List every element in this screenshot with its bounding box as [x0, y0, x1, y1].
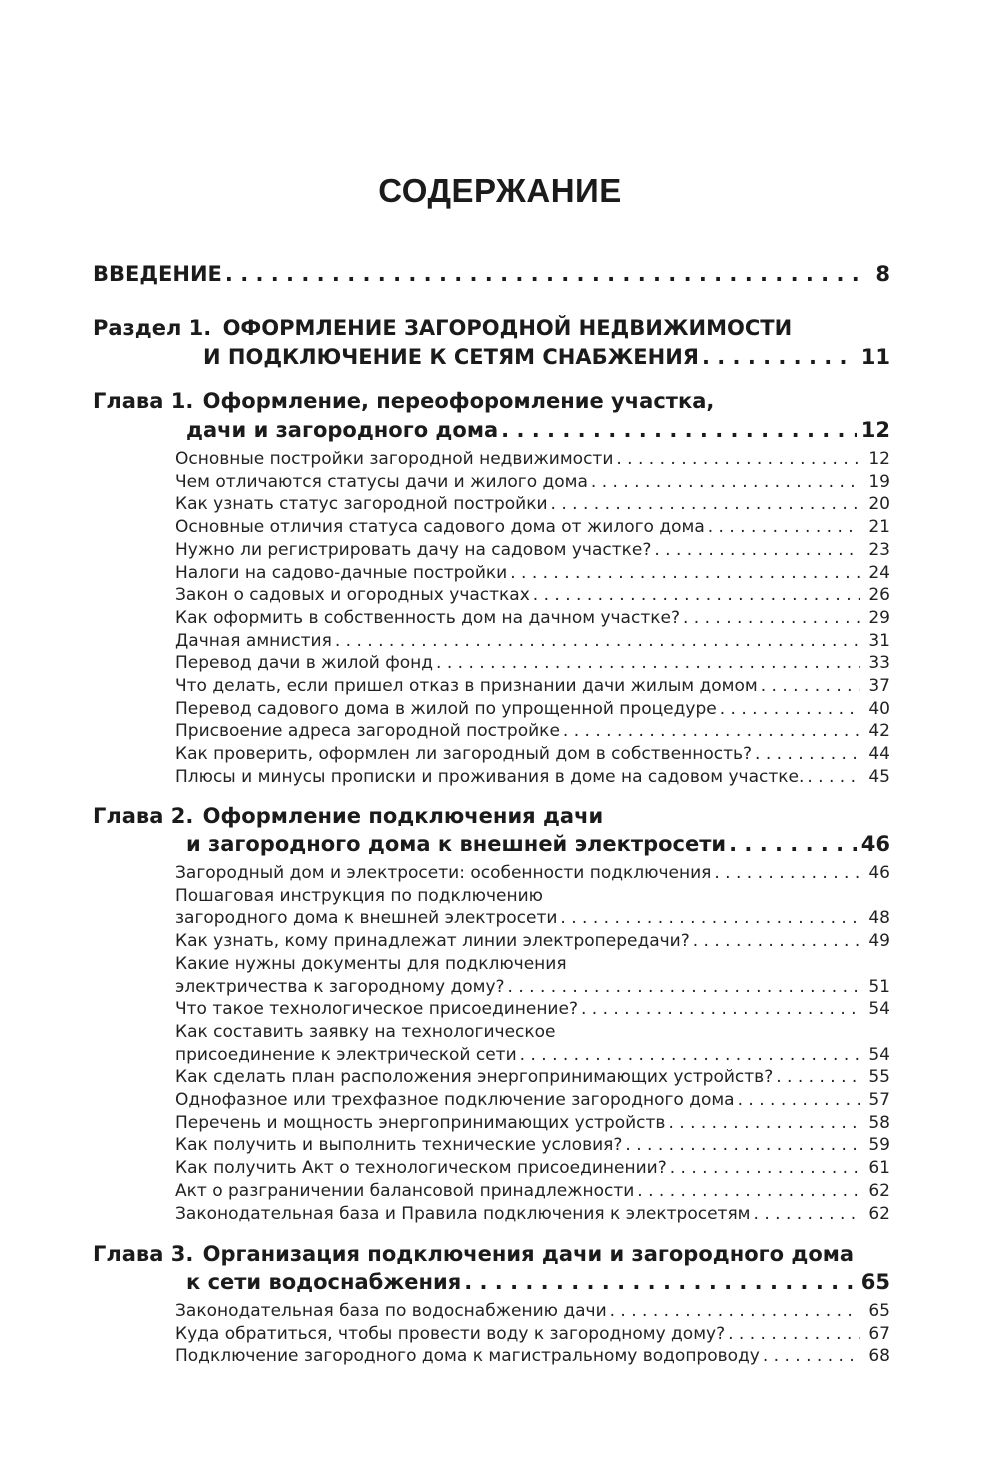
toc-item-title: Законодательная база по водоснабжению дачи [175, 1301, 607, 1321]
toc-item-title: Как проверить, оформлен ли загородный дом в собственность? [175, 744, 753, 765]
toc-item[interactable] [175, 1067, 890, 1087]
chapter-title-line2: и загородного дома к внешней электросети [186, 832, 727, 856]
toc-item-page: 48 [868, 908, 890, 929]
toc-item[interactable] [175, 744, 890, 764]
dot-leader [335, 631, 860, 651]
dot-leader [625, 1135, 860, 1155]
dot-leader [693, 931, 860, 951]
toc-item-page: 46 [868, 863, 890, 883]
toc-item[interactable] [175, 721, 890, 741]
toc-item[interactable] [175, 1324, 890, 1344]
toc-item-title: Как получить Акт о технологическом присоединении? [175, 1158, 667, 1179]
toc-item-title: Как узнать, кому принадлежат линии электропередачи? [175, 931, 690, 952]
toc-item-title: Чем отличаются статусы дачи и жилого дома [175, 471, 588, 492]
toc-item[interactable] [175, 608, 890, 628]
toc-item[interactable] [175, 1045, 890, 1065]
toc-item-page: 49 [868, 931, 890, 952]
dot-leader [807, 767, 860, 787]
dot-leader [754, 1204, 860, 1224]
toc-item-page: 20 [868, 494, 890, 515]
dot-leader [720, 699, 860, 719]
toc-item-title: Перевод дачи в жилой фонд [175, 653, 434, 674]
toc-item[interactable] [175, 999, 890, 1019]
toc-item-title: электричества к загородному дому? [175, 976, 505, 997]
chapter-heading [93, 389, 714, 413]
chapter-title-line1: Оформление, переофоромление участка, [202, 389, 715, 413]
toc-item-page: 12 [868, 449, 890, 469]
dot-leader [616, 449, 860, 469]
toc-entry-page: 8 [875, 262, 890, 286]
toc-item-page: 58 [868, 1112, 890, 1133]
toc-item-title: Что делать, если пришел отказ в признании дачи жилым домом [175, 676, 758, 696]
toc-item[interactable] [175, 449, 890, 469]
toc-entry-page: 12 [860, 418, 890, 442]
dot-leader [464, 1270, 857, 1294]
toc-entry-page: 65 [860, 1270, 890, 1294]
toc-item-title: Загородный дом и электросети: особенности подключения [175, 863, 712, 883]
toc-item-page: 59 [868, 1135, 890, 1156]
dot-leader [551, 494, 860, 514]
toc-item-page: 62 [868, 1180, 890, 1201]
toc-entry-page: 46 [860, 832, 890, 856]
toc-item-page: 65 [868, 1301, 890, 1321]
chapter-prefix: Глава 3. [93, 1242, 194, 1266]
toc-item-title: загородного дома к внешней электросети [175, 908, 558, 929]
toc-item[interactable] [175, 472, 890, 492]
dot-leader [729, 832, 857, 856]
toc-item-title: Основные постройки загородной недвижимости [175, 449, 614, 469]
dot-leader [520, 1045, 860, 1065]
toc-item-page: 31 [868, 630, 890, 651]
toc-item-page: 68 [868, 1346, 890, 1367]
chapter-prefix: Глава 2. [93, 804, 194, 828]
toc-item-page: 54 [868, 999, 890, 1020]
toc-item-title: Как сделать план расположения энергопринимающих устройств? [175, 1067, 774, 1088]
chapter-heading [93, 1242, 854, 1266]
dot-leader [708, 517, 860, 537]
toc-item[interactable] [175, 585, 890, 605]
dot-leader [533, 585, 860, 605]
dot-leader [508, 977, 860, 997]
dot-leader [610, 1301, 860, 1321]
toc-item[interactable] [175, 1135, 890, 1155]
toc-entry-chapter-1[interactable] [186, 418, 890, 442]
toc-item[interactable] [175, 540, 890, 560]
toc-item[interactable] [175, 517, 890, 537]
toc-item-title: Плюсы и минусы прописки и проживания в доме на садовом участке. [175, 766, 805, 787]
toc-item[interactable] [175, 653, 890, 673]
dot-leader [738, 1090, 860, 1110]
toc-item-page: 37 [868, 676, 890, 696]
page-title: СОДЕРЖАНИЕ [378, 172, 622, 209]
toc-item-page: 51 [868, 976, 890, 997]
toc-item-title: Как оформить в собственность дом на дачном участке? [175, 607, 680, 628]
section-heading [93, 316, 792, 340]
chapter-title-line1: Оформление подключения дачи [202, 804, 604, 828]
toc-item-title: Как получить и выполнить технические условия? [175, 1135, 623, 1156]
dot-leader [510, 563, 860, 583]
dot-leader [654, 540, 860, 560]
toc-entry-page: 11 [860, 345, 890, 369]
toc-item-title: Закон о садовых и огородных участках [175, 585, 530, 606]
toc-item-page: 44 [868, 744, 890, 765]
toc-item[interactable] [175, 1346, 890, 1366]
toc-item[interactable] [175, 494, 890, 514]
toc-item[interactable] [175, 863, 890, 883]
toc-item-title: Перечень и мощность энергопринимающих устройств [175, 1112, 666, 1133]
toc-item[interactable] [175, 977, 890, 997]
dot-leader [591, 472, 860, 492]
toc-item-title-line1: Пошаговая инструкция по подключению [175, 885, 543, 906]
toc-item-page: 24 [868, 562, 890, 583]
dot-leader [761, 676, 860, 696]
dot-leader [776, 1067, 860, 1087]
toc-item[interactable] [175, 767, 890, 787]
toc-item-page: 40 [868, 698, 890, 719]
dot-leader [683, 608, 860, 628]
toc-item[interactable] [175, 676, 890, 696]
toc-item[interactable] [175, 1113, 890, 1133]
toc-entry-chapter-3[interactable] [186, 1270, 890, 1294]
toc-item-page: 33 [868, 653, 890, 674]
toc-item-page: 54 [868, 1044, 890, 1065]
toc-item-title: Законодательная база и Правила подключения к электросетям [175, 1203, 751, 1224]
toc-item[interactable] [175, 1301, 890, 1321]
toc-item[interactable] [175, 908, 890, 928]
toc-item-title-line1: Какие нужны документы для подключения [175, 953, 567, 974]
chapter-title-line2: дачи и загородного дома [186, 418, 499, 442]
dot-leader [763, 1346, 860, 1366]
toc-item[interactable] [175, 563, 890, 583]
toc-item-title: Нужно ли регистрировать дачу на садовом участке? [175, 539, 652, 560]
toc-item[interactable] [175, 1158, 890, 1178]
section-title-line1: ОФОРМЛЕНИЕ ЗАГОРОДНОЙ НЕДВИЖИМОСТИ [222, 316, 793, 340]
toc-item-title: Подключение загородного дома к магистральному водопроводу [175, 1346, 760, 1367]
dot-leader [560, 908, 860, 928]
toc-item[interactable] [175, 931, 890, 951]
toc-entry-chapter-2[interactable] [186, 832, 890, 856]
toc-item-page: 57 [868, 1090, 890, 1110]
chapter-prefix: Глава 1. [93, 389, 194, 413]
toc-item[interactable] [175, 1090, 890, 1110]
dot-leader [728, 1324, 860, 1344]
toc-item[interactable] [175, 699, 890, 719]
toc-entry-intro[interactable] [93, 262, 890, 286]
toc-item-page: 42 [868, 721, 890, 742]
dot-leader [563, 721, 860, 741]
dot-leader [668, 1113, 860, 1133]
toc-item-title: Как узнать статус загородной постройки [175, 494, 548, 515]
toc-item[interactable] [175, 1204, 890, 1224]
toc-item-page: 19 [868, 471, 890, 492]
dot-leader [501, 418, 857, 442]
toc-entry-section-1[interactable] [203, 345, 890, 369]
dot-leader [436, 653, 860, 673]
toc-item-title: Однофазное или трехфазное подключение загородного дома [175, 1090, 735, 1110]
section-prefix: Раздел 1. [93, 316, 212, 340]
dot-leader [637, 1181, 860, 1201]
chapter-title-line2: к сети водоснабжения [186, 1270, 462, 1294]
dot-leader [670, 1158, 860, 1178]
toc-item-page: 23 [868, 539, 890, 560]
toc-item[interactable] [175, 631, 890, 651]
toc-item-title: Основные отличия статуса садового дома от жилого дома [175, 517, 705, 538]
toc-entry-title: ВВЕДЕНИЕ [93, 262, 222, 286]
dot-leader [225, 262, 860, 286]
toc-item-page: 67 [868, 1323, 890, 1344]
toc-item-page: 45 [868, 766, 890, 787]
toc-item-title: Акт о разграничении балансовой принадлежности [175, 1180, 635, 1201]
toc-item-title: Куда обратиться, чтобы провести воду к загородному дому? [175, 1323, 726, 1344]
dot-leader [702, 345, 857, 369]
toc-item-page: 55 [868, 1067, 890, 1088]
toc-item-title: Налоги на садово-дачные постройки [175, 562, 508, 583]
toc-item-title: Дачная амнистия [175, 630, 332, 651]
dot-leader [581, 999, 860, 1019]
toc-item-title: Что такое технологическое присоединение? [175, 999, 578, 1020]
toc-item-page: 29 [868, 607, 890, 628]
chapter-title-line1: Организация подключения дачи и загородного дома [202, 1242, 855, 1266]
dot-leader [755, 744, 860, 764]
toc-item-title-line1: Как составить заявку на технологическое [175, 1021, 556, 1042]
chapter-heading [93, 804, 603, 828]
toc-item-title: Присвоение адреса загородной постройке [175, 721, 560, 742]
dot-leader [714, 863, 860, 883]
toc-item-title: присоединение к электрической сети [175, 1044, 517, 1065]
toc-item-page: 61 [868, 1158, 890, 1179]
section-title-line2: И ПОДКЛЮЧЕНИЕ К СЕТЯМ СНАБЖЕНИЯ [203, 345, 699, 369]
toc-item[interactable] [175, 1181, 890, 1201]
toc-item-title: Перевод садового дома в жилой по упрощенной процедуре [175, 698, 717, 719]
toc-item-page: 26 [868, 585, 890, 606]
toc-item-page: 21 [868, 517, 890, 538]
toc-item-page: 62 [868, 1203, 890, 1224]
